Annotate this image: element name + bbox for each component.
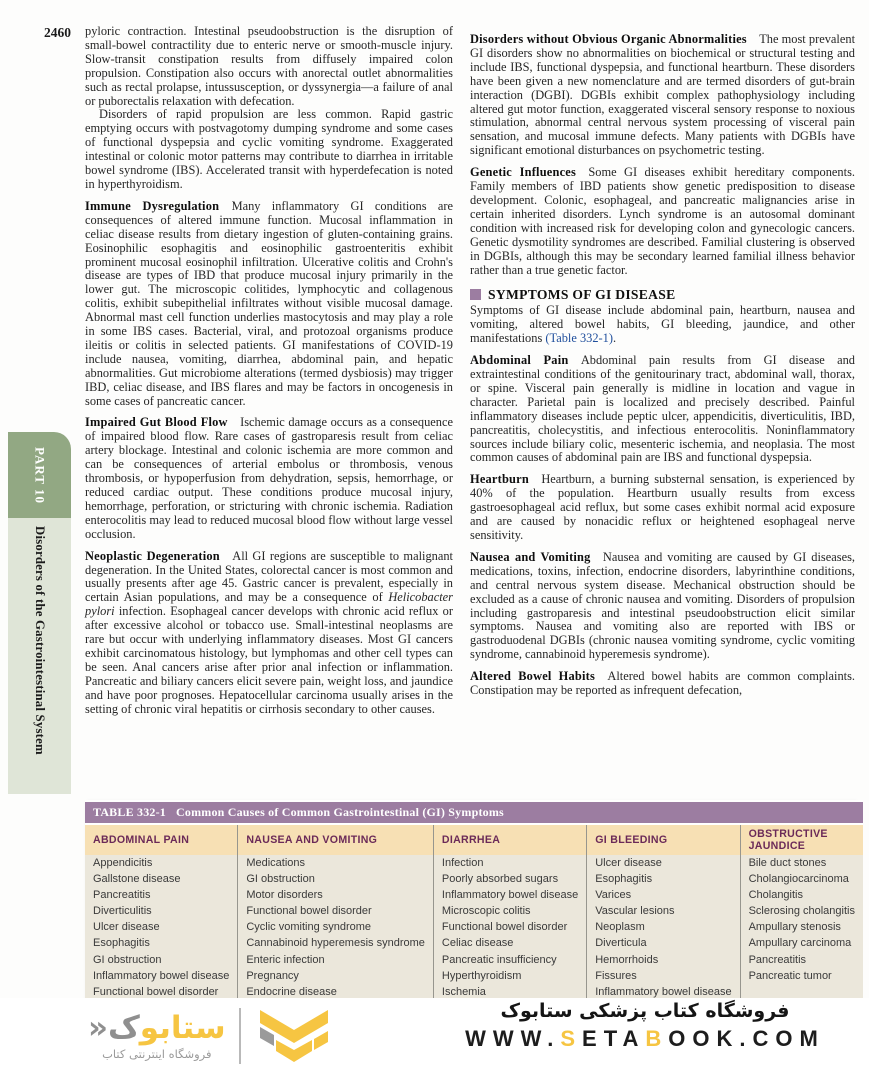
run-in-heading: Nausea and Vomiting xyxy=(470,549,591,564)
table-column-header: OBSTRUCTIVE JAUNDICE xyxy=(740,824,863,855)
table-cell: Inflammatory bowel disease xyxy=(587,985,740,1004)
table-cell: Inflammatory bowel disease xyxy=(85,968,238,984)
sidebar-part-title-tab xyxy=(8,518,71,794)
logo-script-gray: ک« xyxy=(88,1010,140,1047)
table-cell: Cannabinoid hyperemesis syndrome xyxy=(238,936,434,952)
table-row xyxy=(85,904,863,920)
table-cell: Gallstone disease xyxy=(85,871,238,887)
section-paragraph: Disorders without Obvious Organic Abnormalities The most prevalent GI disorders show no abnormalities on biochemical or structural testing and include IBS, functional dyspepsia, and functional heartburn. These disorders have been given a new nomenclature and are termed disorders of gut-brain interaction (DGBI). DGBIs exhibit complex pathophysiology including altered gut motor function, exaggerated visceral sensory response to noxious stimulation, abnormal central nervous system processing of visceral pain sensation, and mucosal immune defects. Many patients with DGBIs have significant emotional disturbances on psychometric testing. xyxy=(470,32,856,158)
footer xyxy=(0,998,869,1080)
table-cell: Pancreatitis xyxy=(740,952,863,968)
table-column-header: ABDOMINAL PAIN xyxy=(85,824,238,855)
setabook-logo-script xyxy=(88,1011,226,1045)
table-cell: Medications xyxy=(238,855,434,871)
table-cell: Bile duct stones xyxy=(740,855,863,871)
logo-script-yellow: ستابو xyxy=(139,1010,226,1047)
run-in-heading: Impaired Gut Blood Flow xyxy=(85,415,228,430)
table-cell: Varices xyxy=(587,887,740,903)
table-body xyxy=(85,855,863,1004)
setabook-logo[interactable] xyxy=(88,1011,226,1060)
table-cell: Cyclic vomiting syndrome xyxy=(238,920,434,936)
table-cell: Pancreatitis xyxy=(85,887,238,903)
table-row xyxy=(85,887,863,903)
table-cell: Functional bowel disorder xyxy=(85,985,238,1004)
sidebar-part-label: PART 10 xyxy=(32,446,48,504)
run-in-heading: Neoplastic Degeneration xyxy=(85,548,220,563)
table-title-bar xyxy=(85,801,863,824)
text-columns xyxy=(85,25,855,717)
section-paragraph: Immune Dysregulation Many inflammatory GI conditions are consequences of altered immune function. Mucosal inflammation in celiac disease results from dietary ingestion of gluten-containing grains. Eosinophilic esophagitis and eosinophilic gastroenteritis exhibit prominent mucosal eosinophil infiltration. Ulcerative colitis and Crohn's disease are types of IBD that produce mucosal injury primarily in the lower gut. The microscopic colitides, lymphocytic and collagenous colitis, exhibit subepithelial infiltrates without visible mucosal damage. Abnormal mast cell function underlies mastocytosis and may play a role in some IBS cases. Bacterial, viral, and protozoal organisms produce ileitis or colitis in selected patients. GI manifestations of COVID-19 include nausea, vomiting, diarrhea, abdominal pain, and hepatic abnormalities. Gut microbiome alterations (termed dysbiosis) may trigger IBD, celiac disease, and IBS flares and may be factors in oncogenesis in some cases of pancreatic cancer. xyxy=(85,198,453,408)
sidebar-part-tab xyxy=(8,432,71,518)
right-column xyxy=(470,25,855,717)
run-in-heading: Disorders without Obvious Organic Abnormalities xyxy=(470,32,747,46)
table-cell: Pancreatic insufficiency xyxy=(433,952,586,968)
table-cell: Appendicitis xyxy=(85,855,238,871)
paragraph: Disorders of rapid propulsion are less common. Rapid gastric emptying occurs with postvagotomy dumping syndrome and some cases of functional dyspepsia and cyclic vomiting syndrome. Exaggerated intestinal or colonic motor patterns may contribute to diarrhea in irritable bowel syndrome (IBS). Accelerated transit with hyperdefecation is noted in hyperthyroidism. xyxy=(85,107,453,191)
table-cell: Cholangitis xyxy=(740,887,863,903)
table-cell: Ampullary carcinoma xyxy=(740,936,863,952)
table-column-header: DIARRHEA xyxy=(433,824,586,855)
table-cell: Vascular lesions xyxy=(587,904,740,920)
footer-url-segment: ETA xyxy=(582,1026,646,1051)
footer-url-segment: B xyxy=(645,1026,669,1051)
footer-url-segment: OOK.COM xyxy=(668,1026,825,1051)
footer-url-segment: S xyxy=(560,1026,583,1051)
table-cell: Enteric infection xyxy=(238,952,434,968)
footer-store-name: فروشگاه کتاب پزشکی ستابوک xyxy=(500,1000,790,1022)
table-cell: Functional bowel disorder xyxy=(433,920,586,936)
table-cell: GI obstruction xyxy=(85,952,238,968)
table-cell: Poorly absorbed sugars xyxy=(433,871,586,887)
table-title-text: Common Causes of Common Gastrointestinal (GI) Symptoms xyxy=(176,805,504,819)
table-332-1 xyxy=(85,800,855,1004)
table-cell: Diverticula xyxy=(587,936,740,952)
section-paragraph: Abdominal Pain Abdominal pain results from GI disease and extraintestinal conditions of the genitourinary tract, abdominal wall, thorax, or spine. Visceral pain generally is midline in location and vague in character. Parietal pain is localized and precisely described. Painful inflammatory diseases include peptic ulcer, appendicitis, diverticulitis, IBD, pancreatitis, cholecystitis, and infectious enterocolitis. Noninflammatory sources include biliary colic, mesenteric ischemia, and neoplasia. The most common causes of abdominal pain are IBS and functional dyspepsia. xyxy=(470,353,855,465)
table-cell: Diverticulitis xyxy=(85,904,238,920)
table-column-header: GI BLEEDING xyxy=(587,824,740,855)
footer-logo-group xyxy=(88,1004,334,1068)
run-in-heading: Abdominal Pain xyxy=(470,353,569,368)
table-row xyxy=(85,920,863,936)
section-paragraph: Genetic Influences Some GI diseases exhibit hereditary components. Family members of IBD patients show genetic predisposition to disease development. Colonic, esophageal, and pancreatic malignancies arise in certain inherited disorders. Lynch syndrome is an autosomal dominant condition with increased risk for developing colon and gynecologic cancers. Genetic dysmotility syndromes are described. Familial clustering is observed in DGBIs, although this may be secondary learned familial illness behavior rather than a true genetic factor. xyxy=(470,165,855,277)
table-cell: Ulcer disease xyxy=(85,920,238,936)
setabook-logo-subtext: فروشگاه اینترنتی کتاب xyxy=(102,1046,212,1061)
section-paragraph: Heartburn Heartburn, a burning substernal sensation, is experienced by 40% of the population. Heartburn usually results from excess gastroesophageal acid reflux, but some cases exhibit normal acid exposure and are caused by nonacidic reflux or heightened esophageal nerve sensitivity. xyxy=(470,472,855,542)
table-cell: Cholangiocarcinoma xyxy=(740,871,863,887)
page-number: 2460 xyxy=(44,25,71,40)
table-reference-link[interactable]: (Table 332-1) xyxy=(545,331,613,346)
table-cell: Ampullary stenosis xyxy=(740,920,863,936)
table-header-row xyxy=(85,824,863,855)
table-cell: Endocrine disease xyxy=(238,985,434,1004)
table-cell: GI obstruction xyxy=(238,871,434,887)
run-in-heading: Genetic Influences xyxy=(470,165,576,180)
table-title-row xyxy=(85,801,863,824)
table-cell: Hyperthyroidism xyxy=(433,968,586,984)
table-cell: Functional bowel disorder xyxy=(238,904,434,920)
section-bullet-icon xyxy=(470,289,481,300)
footer-url[interactable] xyxy=(435,1026,855,1052)
table-cell: Ischemia xyxy=(433,985,586,1004)
sidebar-part-title: Disorders of the Gastrointestinal System xyxy=(33,526,47,755)
table-title-label: TABLE 332-1 xyxy=(93,805,166,819)
table-cell: Fissures xyxy=(587,968,740,984)
table-cell: Inflammatory bowel disease xyxy=(433,887,586,903)
table-cell: Motor disorders xyxy=(238,887,434,903)
table-row xyxy=(85,855,863,871)
table-row xyxy=(85,968,863,984)
table-row xyxy=(85,936,863,952)
table-column-header: NAUSEA AND VOMITING xyxy=(238,824,434,855)
footer-right xyxy=(435,1000,855,1052)
table-cell: Ulcer disease xyxy=(587,855,740,871)
table-cell: Celiac disease xyxy=(433,936,586,952)
table-cell: Pancreatic tumor xyxy=(740,968,863,984)
table-cell: Hemorrhoids xyxy=(587,952,740,968)
run-in-heading: Heartburn xyxy=(470,472,529,487)
footer-divider xyxy=(239,1008,241,1064)
table-cell: Pregnancy xyxy=(238,968,434,984)
left-column xyxy=(85,25,453,717)
section-paragraph: Altered Bowel Habits Altered bowel habits are common complaints. Constipation may be reported as infrequent defecation, xyxy=(470,669,855,698)
section-paragraph: Neoplastic Degeneration All GI regions are susceptible to malignant degeneration. In the United States, colorectal cancer is most common and usually presents after age 45. Gastric cancer is prevalent, especially in certain Asian populations, and may be a consequence of Helicobacter pylori infection. Esophageal cancer develops with chronic acid reflux or after excessive alcohol or tobacco use. Small-intestinal neoplasms are rare but occur with underlying inflammatory diseases. Most GI cancers exhibit carcinomatous histology, but lymphomas and other cell types can be seen. Anal cancers arise after prior anal infection or inflammation. Pancreatic and biliary cancers elicit severe pain, weight loss, and jaundice and have poor prognoses. Hepatocellular carcinoma usually arises in the setting of chronic viral hepatitis or cirrhosis secondary to other causes. xyxy=(85,548,453,716)
setabook-chevron-icon xyxy=(254,1004,334,1068)
run-in-heading: Altered Bowel Habits xyxy=(470,669,595,684)
table-cell: Microscopic colitis xyxy=(433,904,586,920)
table-cell: Neoplasm xyxy=(587,920,740,936)
table-row xyxy=(85,871,863,887)
footer-url-segment: WWW. xyxy=(465,1026,561,1051)
table-row xyxy=(85,952,863,968)
paragraph: pyloric contraction. Intestinal pseudoobstruction is the disruption of small-bowel contractility due to enteric nerve or smooth-muscle injury. Slow-transit constipation results from diffusely impaired colon propulsion. Constipation also occurs with anorectal outlet abnormalities such as rectal prolapse, intussusception, or dyssynergia—a failure of anal or puborectalis relaxation with defecation. xyxy=(85,24,453,108)
table-cell: Esophagitis xyxy=(85,936,238,952)
section-paragraph: Nausea and Vomiting Nausea and vomiting are caused by GI diseases, medications, toxins, infection, endocrine disorders, labyrinthine conditions, and central nervous system disease. Mechanical obstruction should be excluded as a cause of chronic nausea and vomiting. Disorders of propulsion including gastroparesis and intestinal pseudoobstruction elicit similar symptoms. Nausea and vomiting also are reported with IBS or gastroduodenal DGBIs (chronic nausea vomiting syndrome, cyclic vomiting syndrome, cannabinoid hyperemesis syndrome). xyxy=(470,549,855,662)
run-in-heading: Immune Dysregulation xyxy=(85,198,220,213)
section-heading: SYMPTOMS OF GI DISEASE xyxy=(470,287,855,302)
table-cell: Infection xyxy=(433,855,586,871)
table-cell: Esophagitis xyxy=(587,871,740,887)
table-cell: Sclerosing cholangitis xyxy=(740,904,863,920)
paragraph: Symptoms of GI disease include abdominal pain, heartburn, nausea and vomiting, altered bowel habits, GI bleeding, jaundice, and other manifestations (Table 332-1). xyxy=(470,303,855,346)
section-paragraph: Impaired Gut Blood Flow Ischemic damage occurs as a consequence of impaired blood flow. Rare cases of gastroparesis result from celiac artery blockage. Intestinal and colonic ischemia are more common and can be consequences of arterial embolus or thrombosis, venous thrombosis, or hypoperfusion from dehydration, sepsis, hemorrhage, or reduced cardiac output. These conditions produce mucosal injury, hemorrhage, perforation, or stricturing with chronic ischemia. Radiation enterocolitis may lead to reduced mucosal blood flow without large vessel occlusion. xyxy=(85,415,453,541)
